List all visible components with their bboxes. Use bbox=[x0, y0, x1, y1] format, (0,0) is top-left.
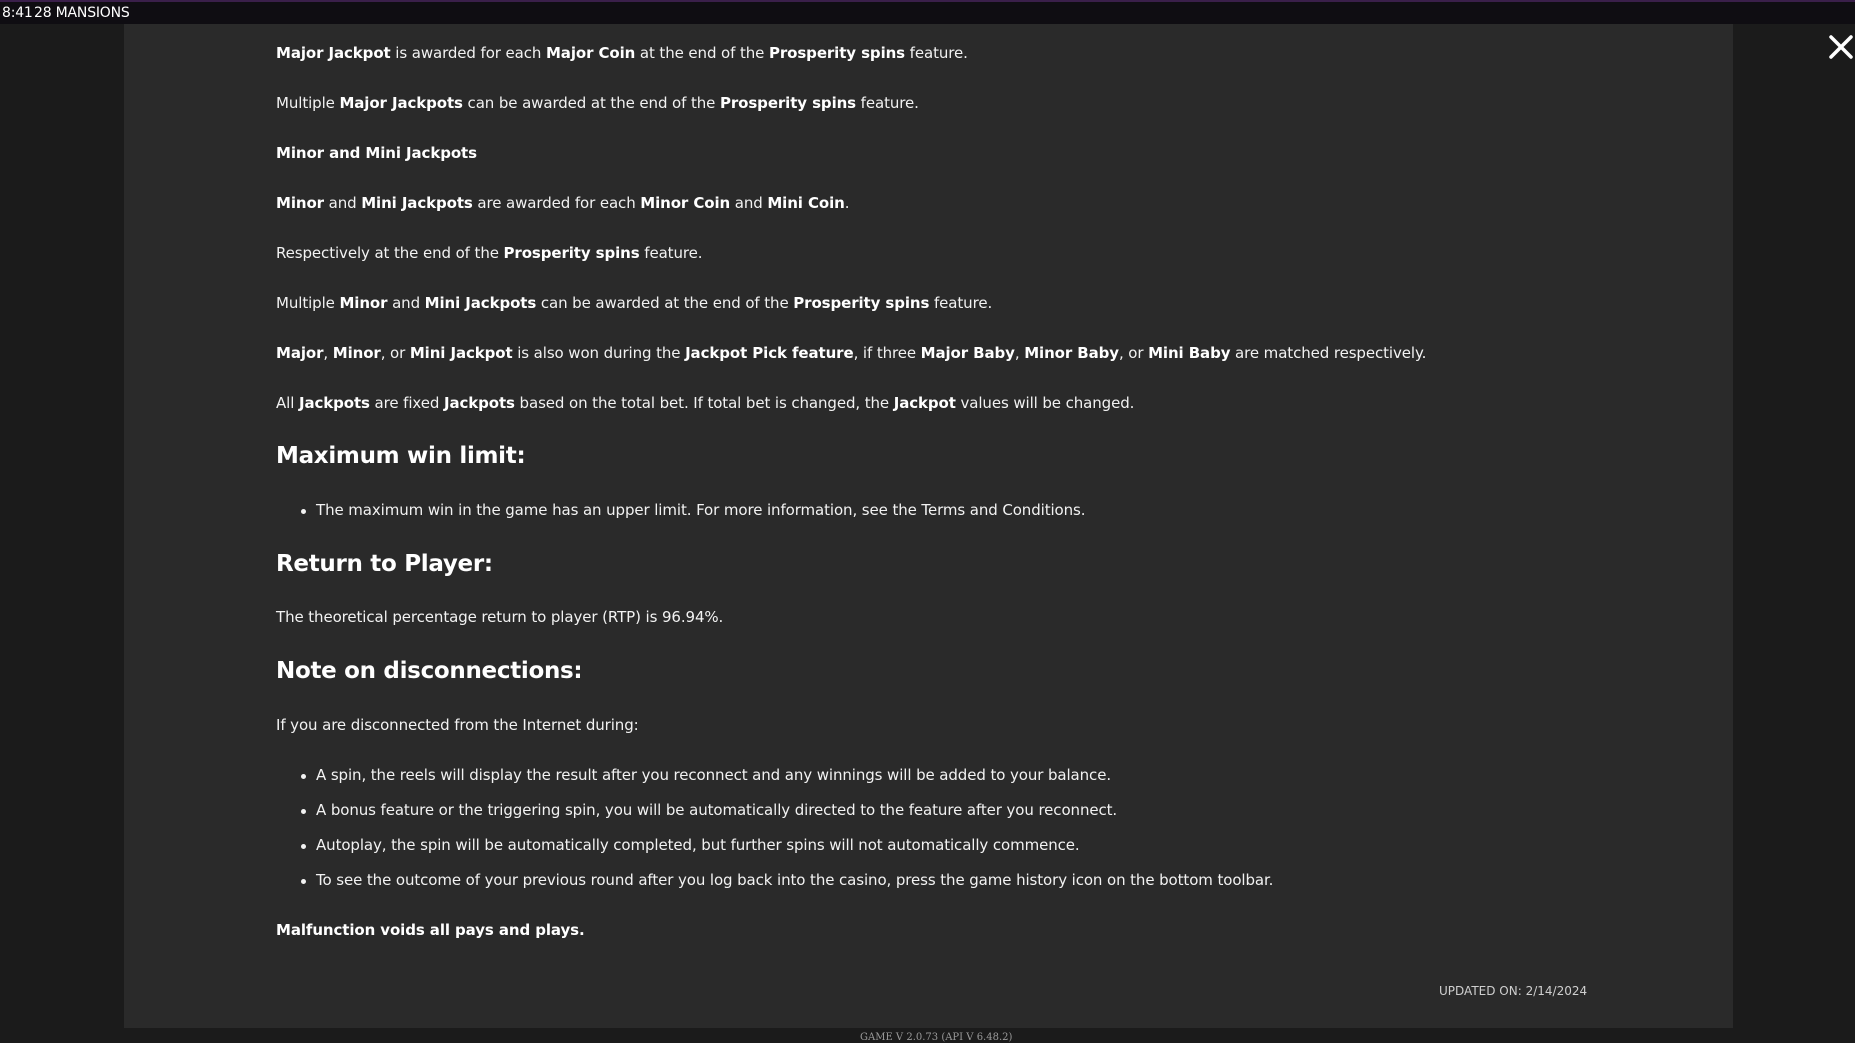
paragraph-minor-mini bbox=[276, 194, 849, 212]
text-run: is also won during the bbox=[512, 344, 686, 362]
paragraph-respectively bbox=[276, 244, 702, 262]
bold-term: Jackpots bbox=[298, 394, 370, 412]
bold-term: Major Baby bbox=[920, 344, 1015, 362]
close-button[interactable] bbox=[1828, 34, 1854, 60]
paragraph-fixed-jackpots bbox=[276, 394, 1134, 412]
bold-term: Major Jackpots bbox=[339, 94, 463, 112]
rules-panel[interactable] bbox=[124, 24, 1733, 1028]
bold-term: Minor Baby bbox=[1024, 344, 1119, 362]
text-run: , or bbox=[1118, 344, 1149, 362]
paragraph-multiple-minor-mini bbox=[276, 294, 992, 312]
paragraph-rtp: The theoretical percentage return to player (RTP) is 96.94%. bbox=[276, 608, 724, 626]
bullet-disconnect-spin: A spin, the reels will display the result after you reconnect and any winnings will be added to your balance. bbox=[316, 766, 1111, 784]
bold-term: Mini Baby bbox=[1148, 344, 1231, 362]
bold-term: Jackpots bbox=[443, 394, 515, 412]
clock: 8:41 bbox=[2, 5, 33, 21]
game-version: GAME V 2.0.73 (API V 6.48.2) bbox=[860, 1032, 1013, 1043]
bold-term: Mini Jackpots bbox=[424, 294, 537, 312]
text-run: is awarded for each bbox=[390, 44, 546, 62]
heading-disconnections: Note on disconnections: bbox=[276, 658, 583, 684]
close-icon bbox=[1828, 34, 1854, 60]
text-run: . bbox=[844, 194, 850, 212]
bold-term: Prosperity spins bbox=[719, 94, 857, 112]
text-run: at the end of the bbox=[635, 44, 769, 62]
bullet-disconnect-autoplay: Autoplay, the spin will be automatically completed, but further spins will not automatically commence. bbox=[316, 836, 1080, 854]
text-run: can be awarded at the end of the bbox=[536, 294, 794, 312]
bold-term: Mini Coin bbox=[767, 194, 845, 212]
updated-on-label: UPDATED ON: 2/14/2024 bbox=[1439, 984, 1588, 998]
text-run: can be awarded at the end of the bbox=[462, 94, 720, 112]
bullet-max-win: The maximum win in the game has an upper limit. For more information, see the Terms and Conditions. bbox=[316, 501, 1086, 519]
paragraph-major-jackpot bbox=[276, 44, 968, 62]
text-run: Multiple bbox=[276, 294, 340, 312]
text-run: values will be changed. bbox=[955, 394, 1135, 412]
text-run: Respectively at the end of the bbox=[276, 244, 504, 262]
text-run: , or bbox=[380, 344, 410, 362]
text-run: , bbox=[323, 344, 333, 362]
text-run: Multiple bbox=[276, 94, 340, 112]
paragraph-malfunction bbox=[276, 921, 585, 939]
bold-term: Prosperity spins bbox=[768, 44, 906, 62]
bold-term: Minor bbox=[332, 344, 381, 362]
text-run: are matched respectively. bbox=[1230, 344, 1427, 362]
text-run: feature. bbox=[639, 244, 703, 262]
status-bar bbox=[0, 0, 1855, 24]
paragraph-disconnect-intro: If you are disconnected from the Internet during: bbox=[276, 716, 639, 734]
bold-term: Mini Jackpots bbox=[361, 194, 473, 212]
paragraph-multiple-major bbox=[276, 94, 919, 112]
text-run: feature. bbox=[905, 44, 968, 62]
bullet-disconnect-bonus: A bonus feature or the triggering spin, you will be automatically directed to the feature after you reconnect. bbox=[316, 801, 1118, 819]
bold-term: Major bbox=[276, 344, 324, 362]
game-title: 28 MANSIONS bbox=[34, 5, 130, 21]
text-run: and bbox=[387, 294, 425, 312]
text-run: , bbox=[1014, 344, 1025, 362]
bold-term: Minor bbox=[339, 294, 388, 312]
bold-term: Major Jackpot bbox=[276, 44, 391, 62]
bold-term: Malfunction voids all pays and plays. bbox=[276, 921, 585, 939]
text-run: based on the total bet. If total bet is changed, the bbox=[514, 394, 894, 412]
heading-rtp: Return to Player: bbox=[276, 551, 493, 577]
bold-term: Jackpot Pick feature bbox=[685, 344, 854, 362]
text-run: feature. bbox=[929, 294, 993, 312]
bold-term: Mini Jackpot bbox=[409, 344, 513, 362]
text-run: are awarded for each bbox=[472, 194, 641, 212]
bold-term: Jackpot bbox=[893, 394, 956, 412]
text-run: and bbox=[323, 194, 362, 212]
paragraph-jackpot-pick bbox=[276, 344, 1426, 362]
bold-term: Minor bbox=[276, 194, 324, 212]
text-run: All bbox=[276, 394, 299, 412]
text-run: and bbox=[730, 194, 768, 212]
heading-max-win: Maximum win limit: bbox=[276, 443, 526, 469]
text-run: feature. bbox=[856, 94, 919, 112]
bullet-disconnect-history: To see the outcome of your previous round after you log back into the casino, press the game history icon on the bottom toolbar. bbox=[316, 871, 1274, 889]
subheading-minor-mini bbox=[276, 144, 477, 162]
bold-term: Minor Coin bbox=[640, 194, 731, 212]
text-run: are fixed bbox=[369, 394, 444, 412]
text-run: , if three bbox=[853, 344, 921, 362]
bold-term: Major Coin bbox=[545, 44, 636, 62]
bold-term: Minor and Mini Jackpots bbox=[276, 144, 477, 162]
bold-term: Prosperity spins bbox=[503, 244, 640, 262]
bold-term: Prosperity spins bbox=[793, 294, 930, 312]
